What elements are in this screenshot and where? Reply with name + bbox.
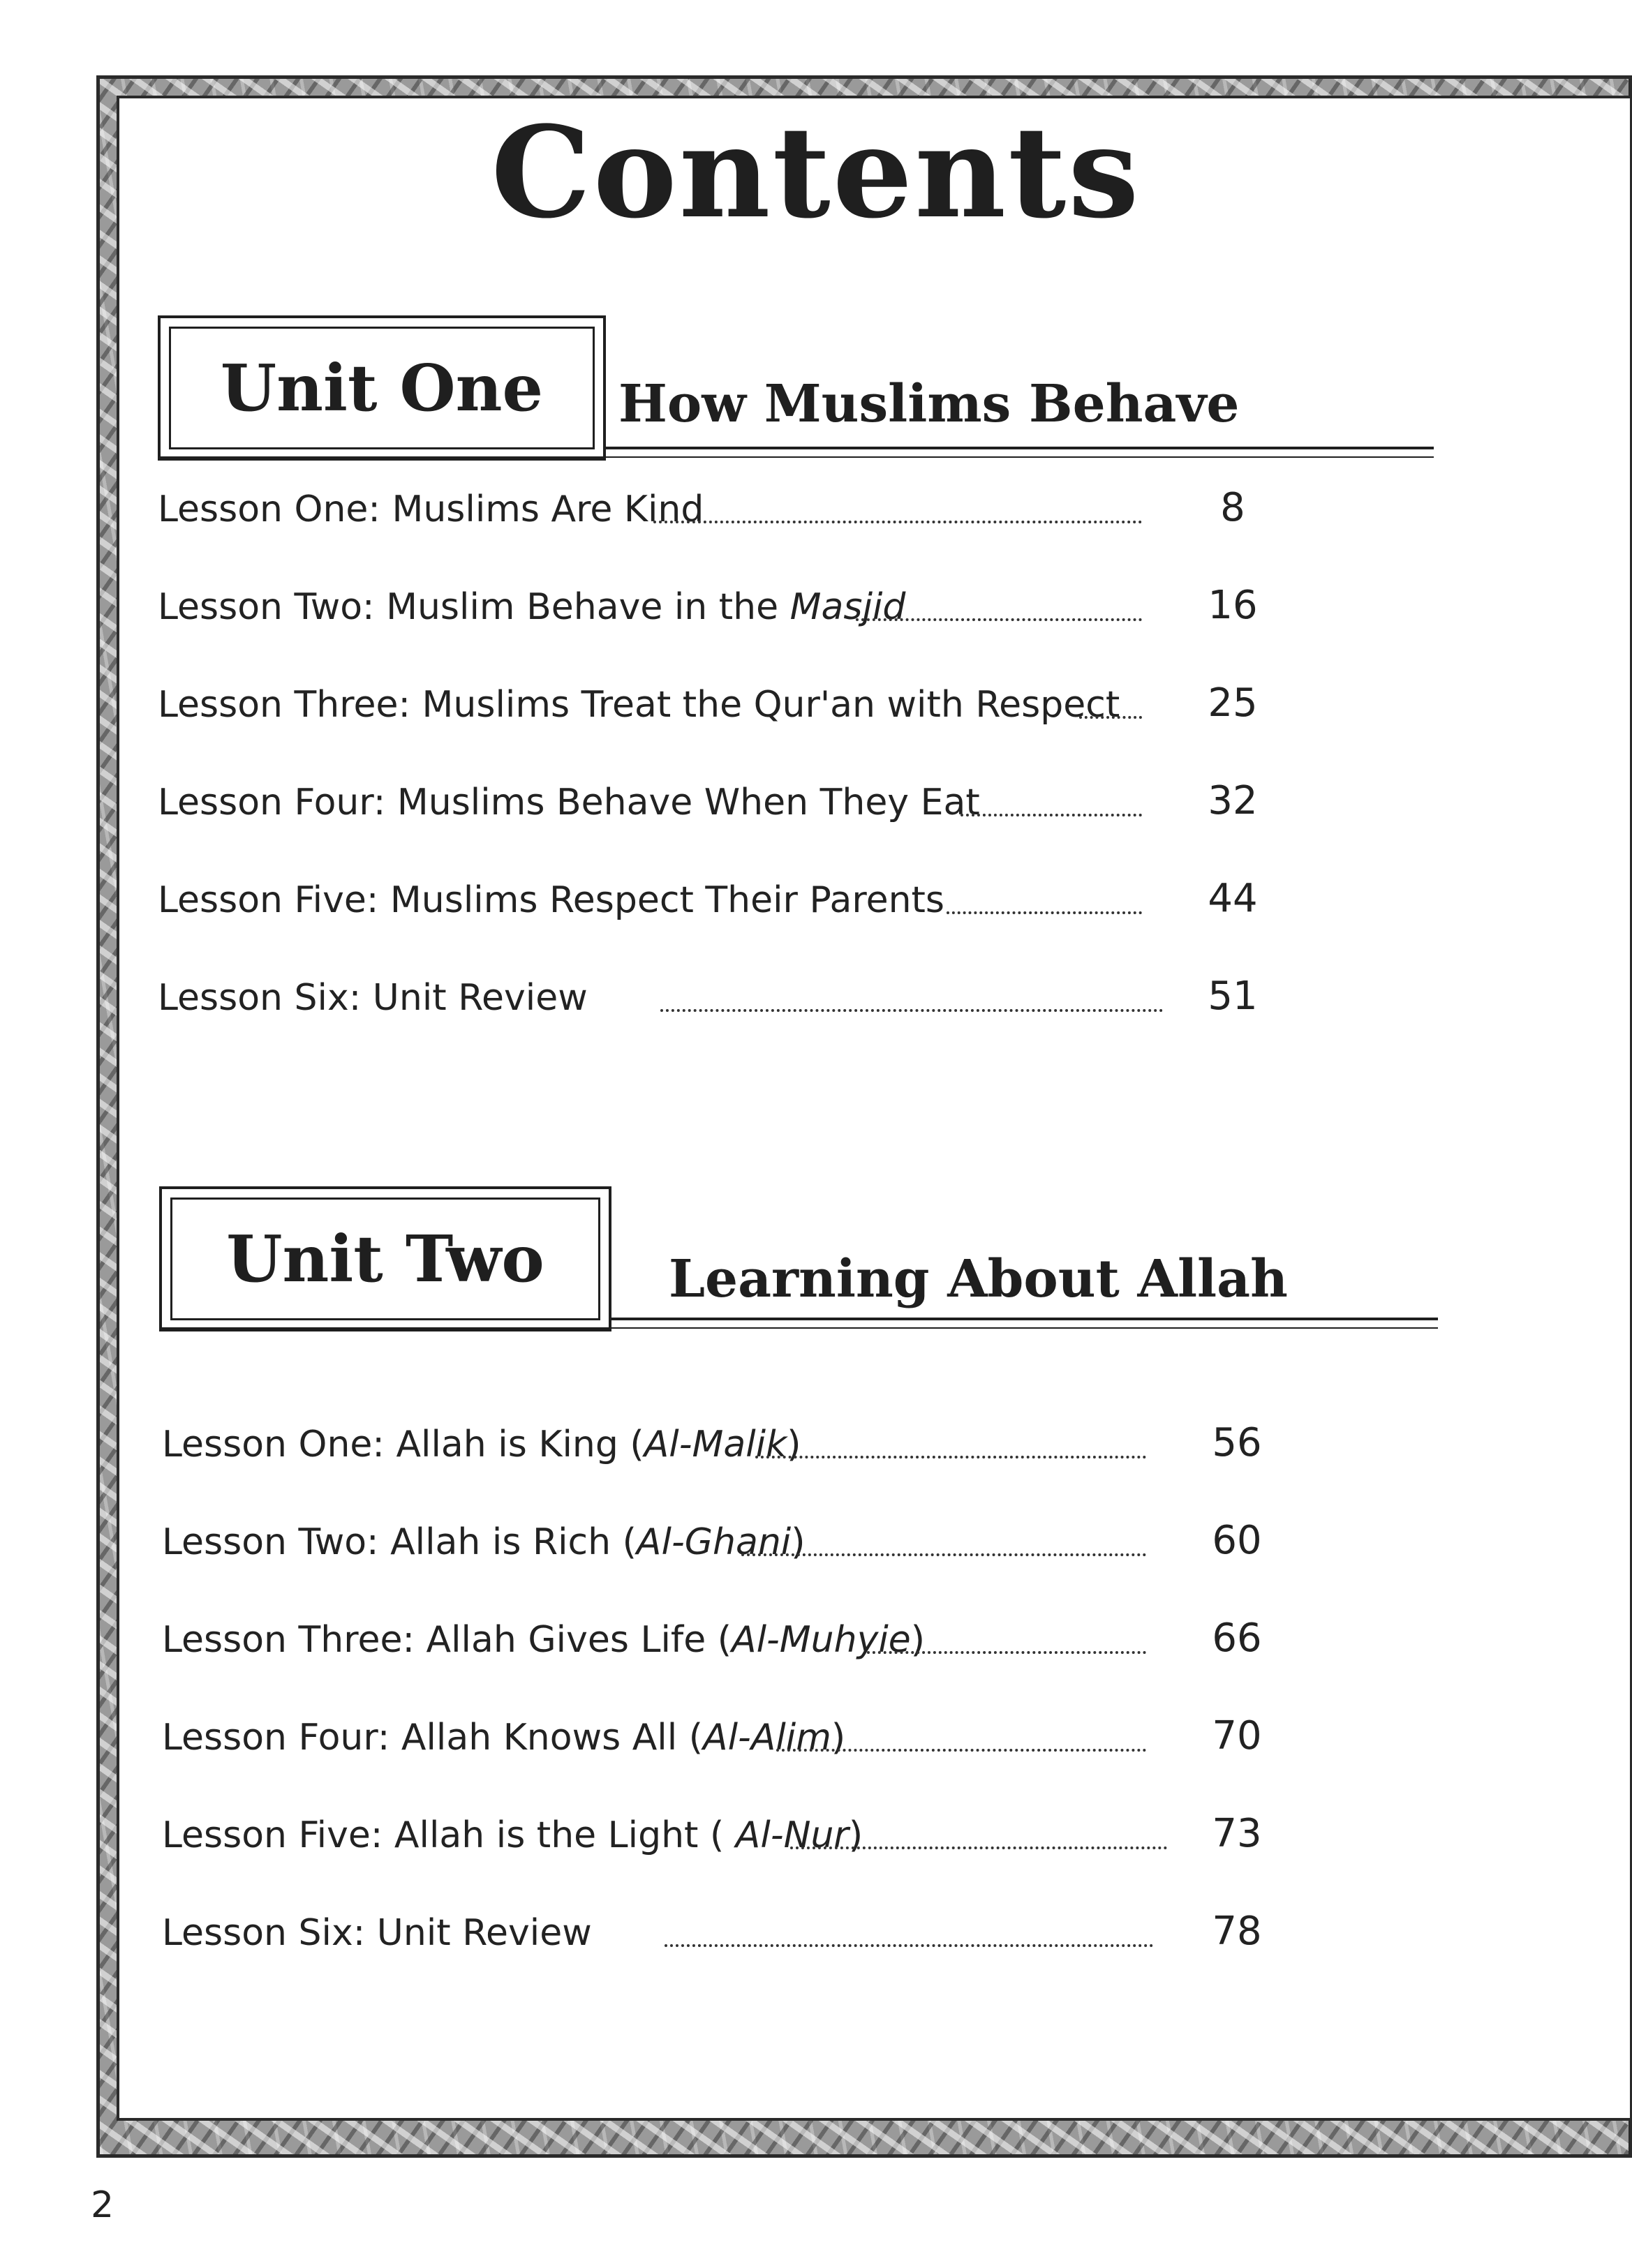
toc-page-number: 16 bbox=[1208, 583, 1258, 628]
toc-label: Lesson One: Muslims Are Kind bbox=[158, 488, 704, 530]
toc-page-number: 70 bbox=[1212, 1713, 1262, 1759]
toc-row[interactable] bbox=[162, 1612, 1349, 1668]
toc-label: Lesson Five: Muslims Respect Their Parents bbox=[158, 879, 945, 921]
toc-page-number: 25 bbox=[1208, 680, 1258, 726]
toc-page-number: 8 bbox=[1220, 485, 1245, 530]
toc-row[interactable] bbox=[162, 1905, 1349, 1961]
dot-leader bbox=[665, 1944, 1153, 1947]
unit-two-heading: Learning About Allah bbox=[669, 1249, 1288, 1309]
dot-leader bbox=[790, 1847, 1167, 1849]
toc-row[interactable] bbox=[158, 482, 1344, 537]
unit-two-rule bbox=[611, 1318, 1438, 1320]
toc-page-number: 56 bbox=[1212, 1420, 1262, 1465]
unit-two-label: Unit Two bbox=[170, 1198, 600, 1320]
unit-one-rule-thin bbox=[158, 456, 1434, 458]
toc-row[interactable] bbox=[162, 1807, 1349, 1863]
unit-one-box bbox=[158, 315, 606, 461]
unit-one-rule bbox=[606, 447, 1434, 449]
dot-leader bbox=[947, 911, 1142, 914]
toc-row[interactable] bbox=[162, 1417, 1349, 1472]
toc-label: Lesson Four: Allah Knows All (Al-Alim) bbox=[162, 1717, 846, 1759]
toc-row[interactable] bbox=[158, 872, 1344, 928]
unit-two-rule-thin bbox=[159, 1327, 1438, 1329]
toc-page-number: 44 bbox=[1208, 876, 1258, 921]
toc-label: Lesson Five: Allah is the Light ( Al-Nur) bbox=[162, 1814, 863, 1856]
toc-page-number: 51 bbox=[1208, 973, 1258, 1019]
dot-leader bbox=[856, 618, 1142, 621]
dot-leader bbox=[960, 814, 1142, 816]
toc-page-number: 78 bbox=[1212, 1909, 1262, 1954]
dot-leader bbox=[867, 1651, 1146, 1654]
toc-page-number: 66 bbox=[1212, 1616, 1262, 1661]
dot-leader bbox=[776, 1749, 1146, 1752]
unit-one-heading: How Muslims Behave bbox=[618, 374, 1240, 434]
dot-leader bbox=[653, 521, 1142, 523]
toc-label: Lesson Three: Muslims Treat the Qur'an with Respect bbox=[158, 684, 1120, 726]
toc-page-number: 32 bbox=[1208, 778, 1258, 823]
toc-label: Lesson Two: Muslim Behave in the Masjid bbox=[158, 586, 906, 628]
toc-label: Lesson Two: Allah is Rich (Al-Ghani) bbox=[162, 1521, 806, 1563]
unit-two-box bbox=[159, 1186, 611, 1331]
toc-page-number: 73 bbox=[1212, 1811, 1262, 1856]
toc-page-number: 60 bbox=[1212, 1518, 1262, 1563]
toc-row[interactable] bbox=[162, 1514, 1349, 1570]
page-number: 2 bbox=[91, 2184, 114, 2226]
toc-label: Lesson Six: Unit Review bbox=[162, 1912, 592, 1954]
dot-leader bbox=[741, 1553, 1146, 1556]
toc-label: Lesson Six: Unit Review bbox=[158, 977, 588, 1019]
toc-row[interactable] bbox=[162, 1710, 1349, 1766]
toc-label: Lesson Three: Allah Gives Life (Al-Muhyie) bbox=[162, 1619, 926, 1661]
unit-one-label: Unit One bbox=[169, 327, 595, 449]
toc-row[interactable] bbox=[158, 970, 1344, 1026]
toc-label: Lesson One: Allah is King (Al-Malik) bbox=[162, 1424, 801, 1465]
toc-label: Lesson Four: Muslims Behave When They Eat bbox=[158, 782, 980, 823]
page-title: Contents bbox=[491, 99, 1141, 246]
toc-row[interactable] bbox=[158, 775, 1344, 830]
dot-leader bbox=[1079, 716, 1142, 719]
toc-row[interactable] bbox=[158, 677, 1344, 733]
dot-leader bbox=[660, 1009, 1163, 1012]
dot-leader bbox=[755, 1456, 1146, 1458]
toc-row[interactable] bbox=[158, 579, 1344, 635]
